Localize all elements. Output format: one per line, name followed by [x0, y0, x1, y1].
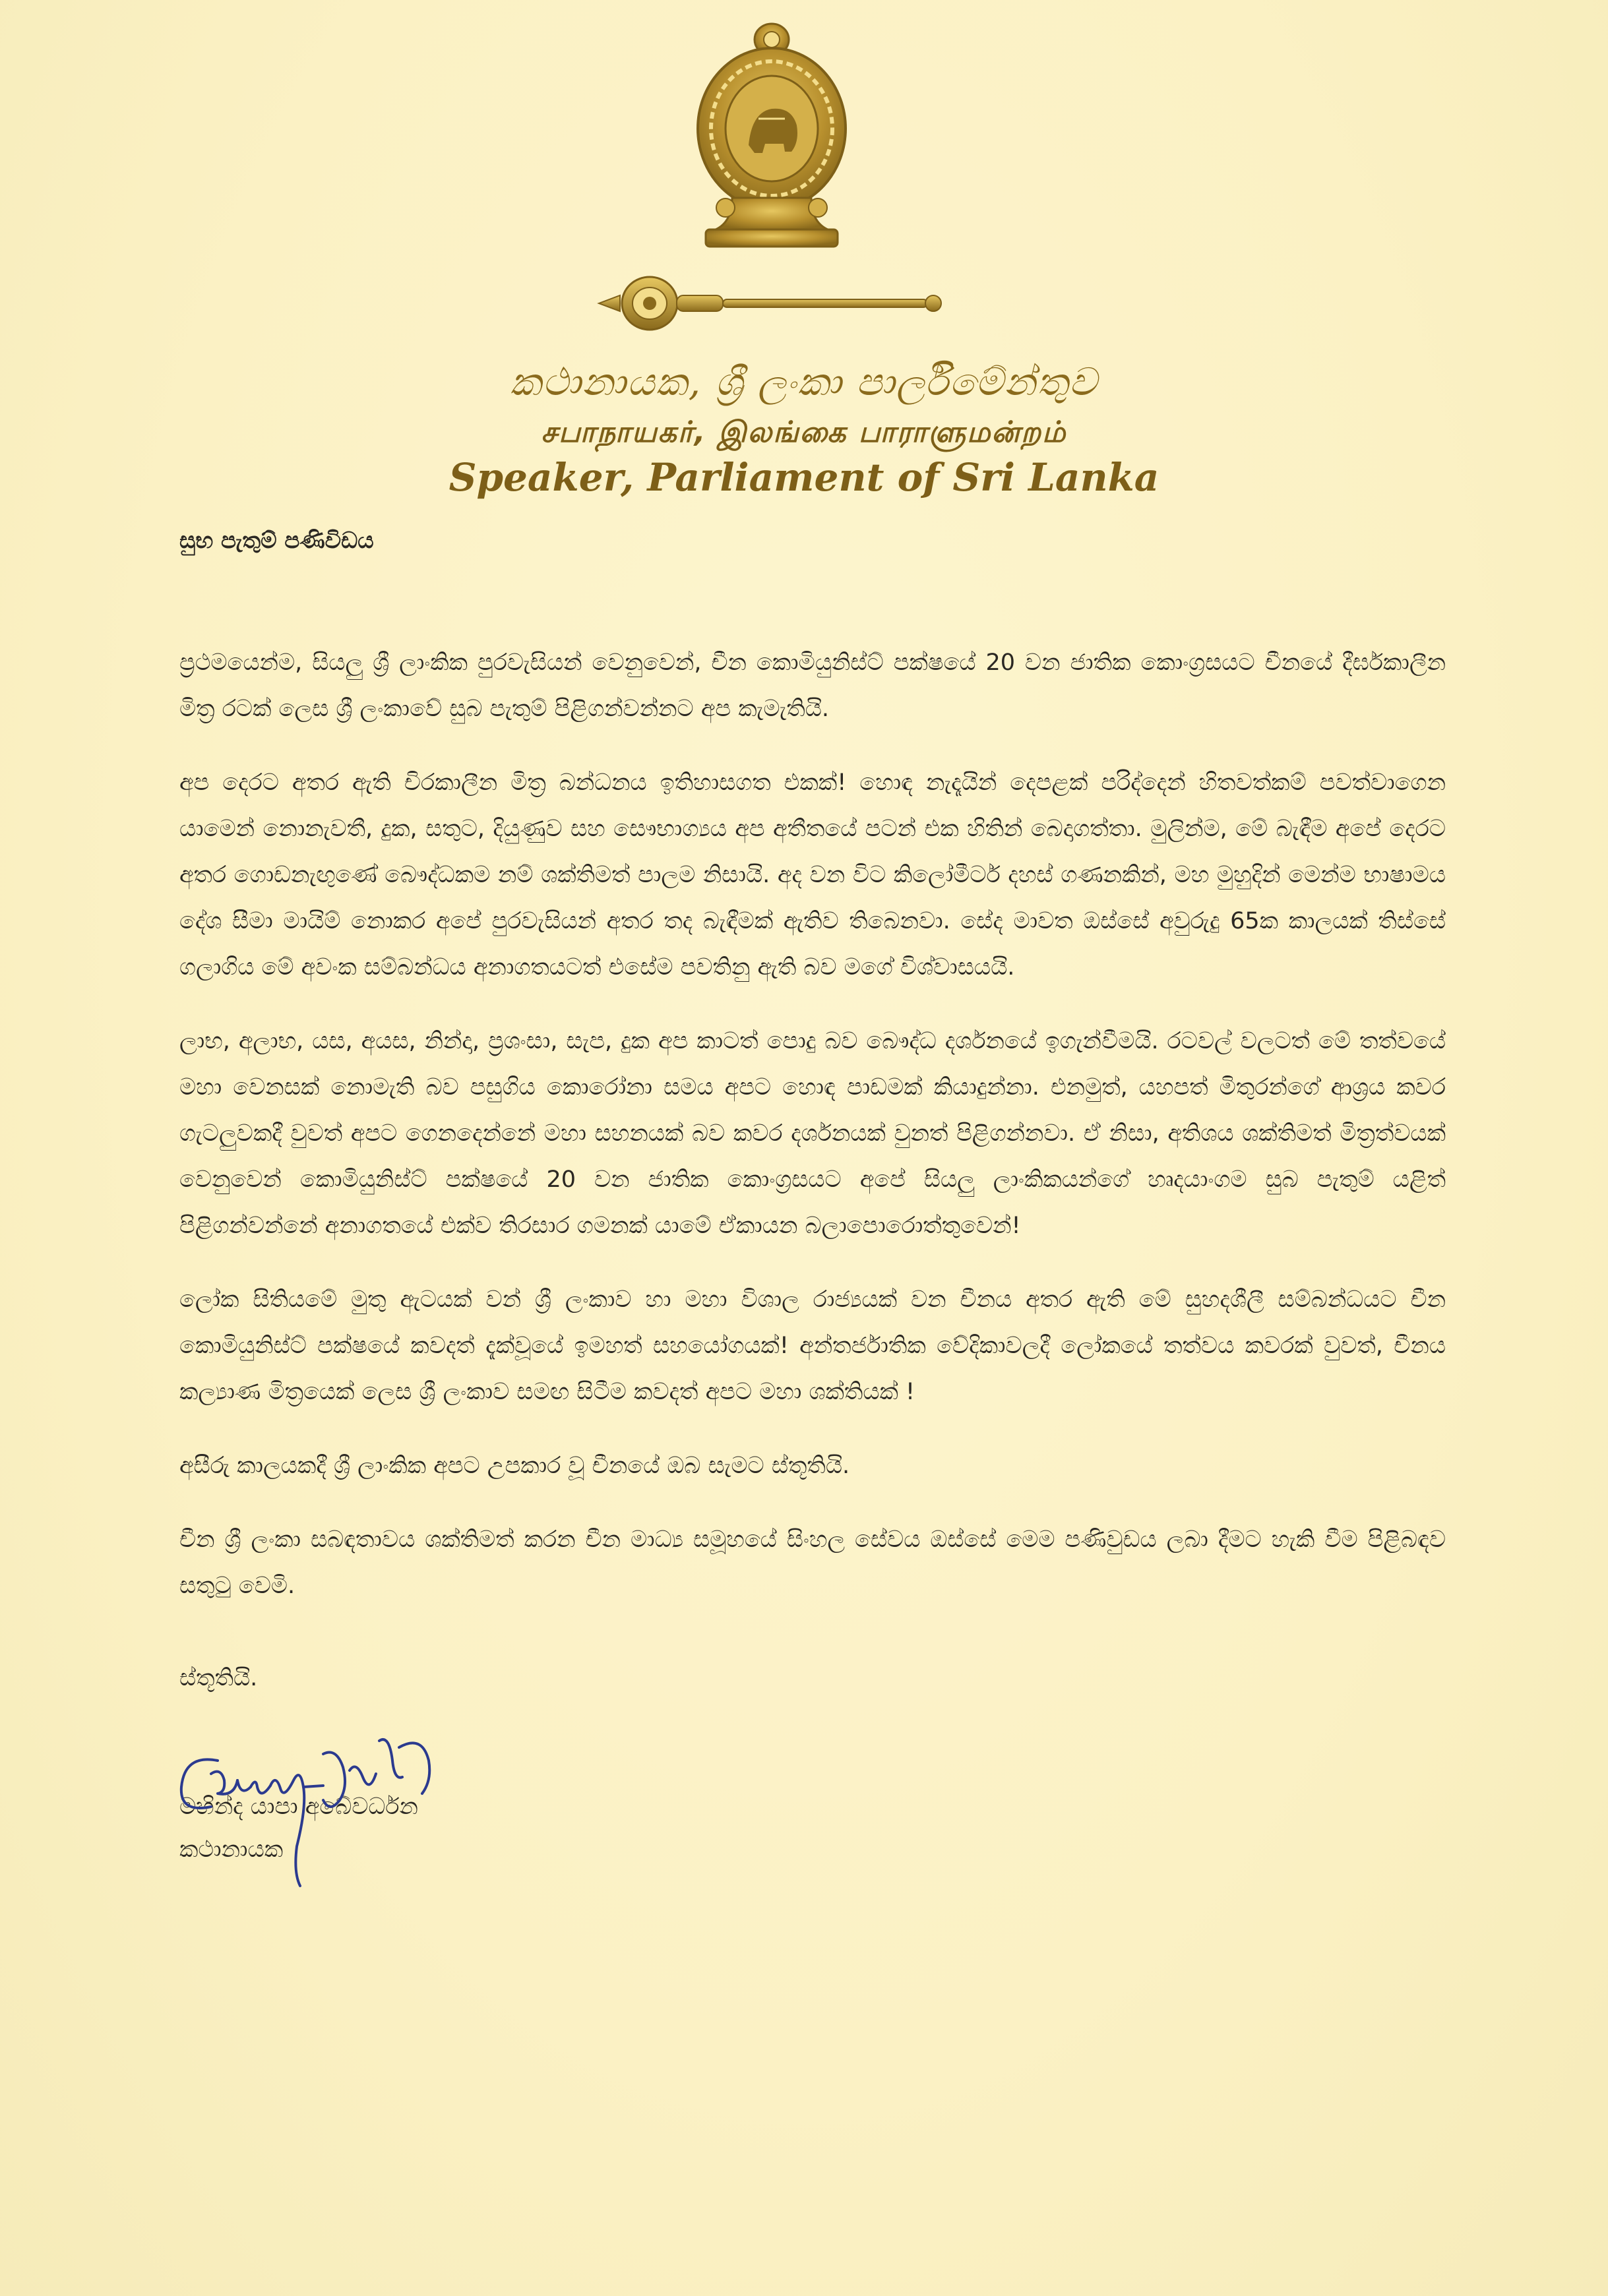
- signature-icon: [171, 1714, 514, 1912]
- paragraph: ලෝක සිතියමේ මුතු ඇටයක් වන් ශ්‍රී ලංකාව හා මහා විශාල රාජ්‍යයක් වන චීනය අතර ඇති මේ සුහදශීලී සම්බන්ධයට චීන කොමියුනිස්ට් පක්ෂයේ කවදත් දැක්වූයේ ඉමහත් සහයෝගයක්! අන්තර්ජාතික වේදිකාවලදී ලෝකයේ තත්වය කවරක් වුවත්, චීනය කල්‍යාණ මිත්‍රයෙක් ලෙස ශ්‍රී ලංකාව සමඟ සිටීම කවදත් අපට මහා ශක්තියක් !: [179, 1286, 1446, 1405]
- paragraph: ප්‍රථමයෙන්ම, සියලු ශ්‍රී ලාංකික පුරවැසියන් වෙනුවෙන්, චීන කොමියුනිස්ට් පක්ෂයේ 20 වන ජාතික කොංග්‍රසයට චීනයේ දීර්ඝකාලීන මිත්‍ර රටක් ලෙස ශ්‍රී ලංකාවේ සුබ පැතුම් පිළිගන්වන්නට අප කැමැතියි.: [179, 650, 1446, 722]
- letterhead-english-title: Speaker, Parliament of Sri Lanka: [448, 455, 1160, 500]
- letterhead-tamil-title: சபாநாயகர், இலங்கை பாராளுமன்றம்: [541, 415, 1067, 449]
- letter-closing: ස්තූතියි.: [179, 1665, 258, 1691]
- ceremonial-mace-icon: [594, 270, 950, 336]
- paragraph: චීන ශ්‍රී ලංකා සබඳතාවය ශක්තිමත් කරන චීන මාධ්‍ය සමූහයේ සිංහල සේවය ඔස්සේ මෙම පණිවුඩය ලබා දීමට හැකි වීම පිළිබඳව සතුටු වෙමි.: [179, 1526, 1446, 1599]
- letter-body: [179, 640, 1446, 1637]
- letterhead-sinhala-title: කථානායක, ශ්‍රී ලංකා පාර්ලිමේන්තුව: [510, 359, 1098, 404]
- paragraph: අප දෙරට අතර ඇති චිරකාලීන මිත්‍ර බන්ධනය ඉතිහාසගත එකක්! හොඳ නැදෑයින් දෙපළක් පරිද්දෙන් හිතවත්කම් පවත්වාගෙන යාමෙන් නොනැවතී, දුක, සතුට, දියුණුව සහ සෞභාග්‍යය අප අතීතයේ පටන් එක හිතින් බෙදාගත්තා. මුලින්ම, මේ බැඳීම අපේ දෙරට අතර ගොඩනැඟුණේ බෞද්ධකම නම් ශක්තිමත් පාලම නිසායි. අද වන විට කිලෝමීටර් දහස් ගණනකින්, මහ මුහුදින් මෙන්ම භාෂාමය දේශ සීමා මායිම් නොකර අපේ පුරවැසියන් අතර තද බැඳීමක් ඇතිව තිබෙනවා. සේද මාවත ඔස්සේ අවුරුදු 65ක කාලයක් තිස්සේ ගලාගිය මේ අවංක සම්බන්ධය අනාගතයටත් එසේම පවතිනු ඇති බව මගේ විශ්වාසයයි.: [179, 770, 1446, 981]
- signatory-name: මහින්ද යාපා අබේවර්ධන: [179, 1794, 418, 1820]
- letter-subject: සුභ පැතුම් පණිවිඩය: [179, 528, 374, 554]
- signatory-title: කථානායක: [179, 1836, 284, 1863]
- paragraph: අසීරු කාලයකදී ශ්‍රී ලාංකික අපට උපකාර වූ චීනයේ ඔබ සැමට ස්තූතියි.: [179, 1453, 850, 1479]
- sri-lanka-parliament-emblem-icon: [686, 20, 857, 257]
- paragraph: ලාභ, අලාභ, යස, අයස, නින්දා, ප්‍රශංසා, සැප, දුක අප කාටත් පොදු බව බෞද්ධ දර්ශනයේ ඉගැන්වීමයි. රටවල් වලටත් මේ තත්වයේ මහා වෙනසක් නොමැති බව පසුගිය කොරෝනා සමය අපට හොඳ පාඩමක් කියාදුන්නා. එනමුත්, යහපත් මිතුරන්ගේ ආශ්‍රය කවර ගැටලුවකදී වුවත් අපට ගෙනදෙන්නේ මහා සහනයක් බව කවර දර්ශනයක් වුනත් පිළිගන්නවා. ඒ නිසා, අතිශය ශක්තිමත් මිත්‍රත්වයක් වෙනුවෙන් කොමියුනිස්ට් පක්ෂයේ 20 වන ජාතික කොංග්‍රසයට අපේ සියලු ලාංකිකයන්ගේ හෘදයාංගම සුබ පැතුම් යළිත් පිළිගන්වන්නේ අනාගතයේ එක්ව තිරසාර ගමනක් යාමේ ඒකායන බලාපොරොත්තුවෙන්!: [179, 1028, 1446, 1239]
